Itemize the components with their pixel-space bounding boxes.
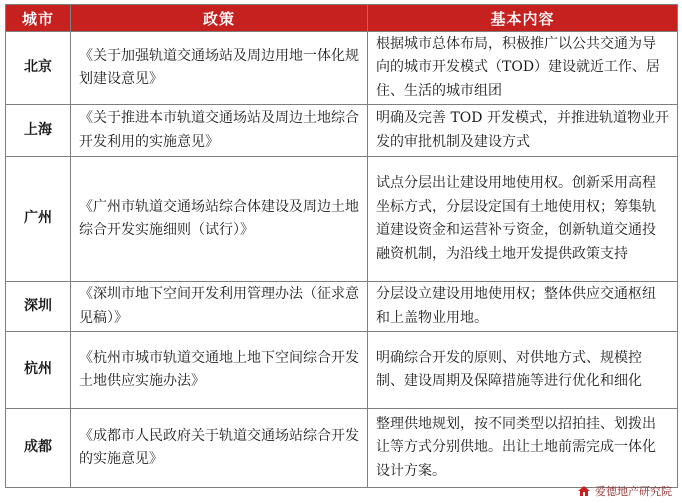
content-cell: 试点分层出让建设用地使用权。创新采用高程坐标方式，分层设定国有土地使用权；筹集轨道建设资金和运营补亏资金，创新轨道交通投融资机制，为沿线土地开发提供政策支持 (368, 157, 678, 282)
city-cell: 广州 (6, 157, 71, 282)
policy-cell: 《杭州市城市轨道交通地上地下空间综合开发土地供应实施办法》 (71, 332, 368, 409)
city-cell: 北京 (6, 32, 71, 105)
city-cell: 上海 (6, 105, 71, 157)
header-content: 基本内容 (368, 5, 678, 32)
policy-cell: 《成都市人民政府关于轨道交通场站综合开发的实施意见》 (71, 409, 368, 488)
table-row (6, 32, 678, 105)
header-policy: 政策 (71, 5, 368, 32)
content-cell: 根据城市总体布局，积极推广以公共交通为导向的城市开发模式（TOD）建设就近工作、居住、生活的城市组团 (368, 32, 678, 105)
table-header-row (6, 5, 678, 32)
policy-cell: 《关于推进本市轨道交通场站及周边土地综合开发利用的实施意见》 (71, 105, 368, 157)
city-cell: 杭州 (6, 332, 71, 409)
policy-cell: 《关于加强轨道交通场站及周边用地一体化规划建设意见》 (71, 32, 368, 105)
table-row (6, 105, 678, 157)
content-cell: 分层设立建设用地使用权；整体供应交通枢纽和上盖物业用地。 (368, 282, 678, 332)
table-row (6, 282, 678, 332)
policy-table (5, 4, 678, 488)
content-cell: 整理供地规划，按不同类型以招拍挂、划拨出让等方式分别供地。出让土地前需完成一体化设计方案。 (368, 409, 678, 488)
table-row (6, 409, 678, 488)
table-row (6, 157, 678, 282)
policy-cell: 《深圳市地下空间开发利用管理办法（征求意见稿）》 (71, 282, 368, 332)
content-cell: 明确及完善 TOD 开发模式，并推进轨道物业开发的审批机制及建设方式 (368, 105, 678, 157)
table-row (6, 332, 678, 409)
house-logo-icon (577, 485, 591, 497)
header-city: 城市 (6, 5, 71, 32)
content-cell: 明确综合开发的原则、对供地方式、规模控制、建设周期及保障措施等进行优化和细化 (368, 332, 678, 409)
policy-cell: 《广州市轨道交通场站综合体建设及周边土地综合开发实施细则（试行）》 (71, 157, 368, 282)
watermark (577, 483, 672, 499)
watermark-text: 爱德地产研究院 (595, 485, 672, 498)
city-cell: 成都 (6, 409, 71, 488)
city-cell: 深圳 (6, 282, 71, 332)
